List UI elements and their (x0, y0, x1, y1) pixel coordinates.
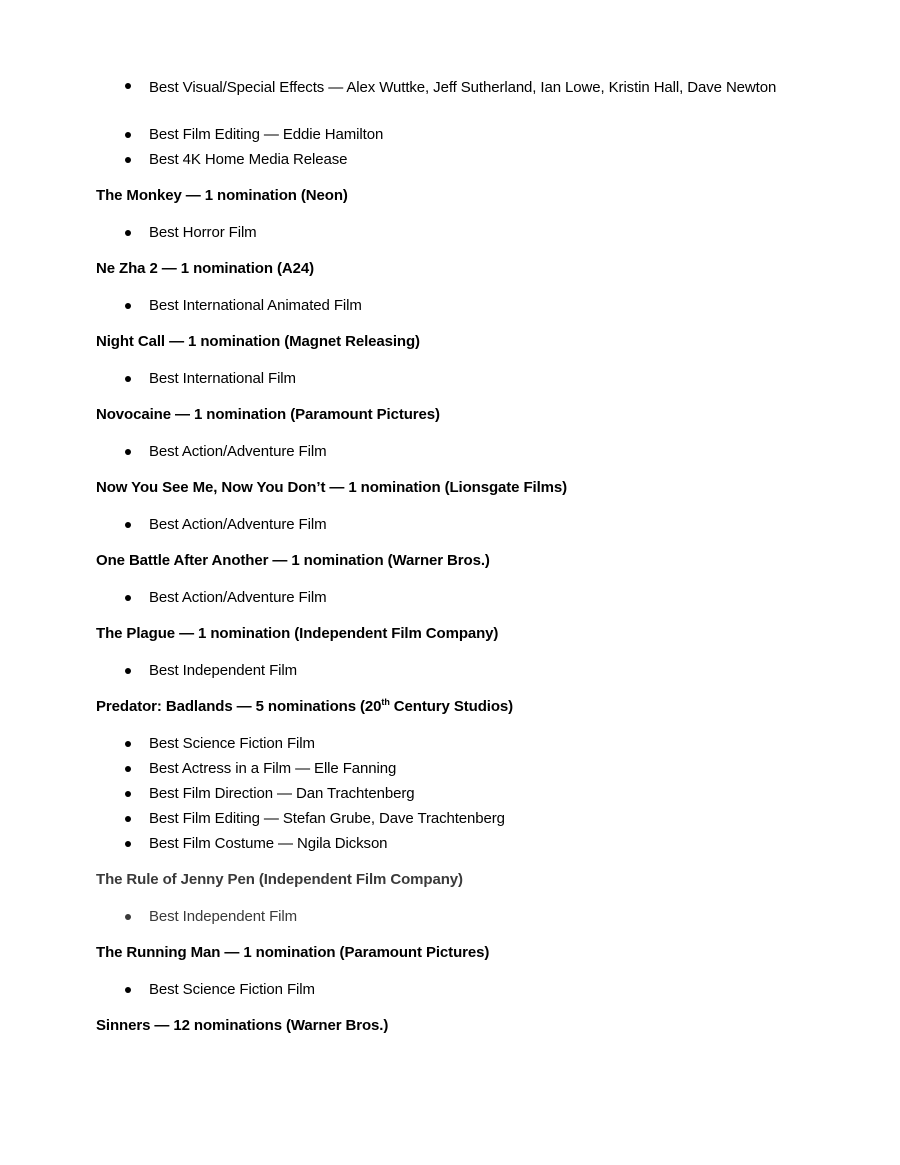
film-heading: Predator: Badlands — 5 nominations (20th Century Studios) (96, 697, 514, 715)
film-heading: The Monkey — 1 nomination (Neon) (96, 187, 348, 204)
film-heading: The Running Man — 1 nomination (Paramount Pictures) (96, 944, 490, 961)
film-heading: Sinners — 12 nominations (Warner Bros.) (96, 1017, 389, 1034)
film-heading: Night Call — 1 nomination (Magnet Releasing) (96, 333, 420, 350)
film-heading: Novocaine — 1 nomination (Paramount Pictures) (96, 406, 440, 423)
film-heading: Now You See Me, Now You Don’t — 1 nomination (Lionsgate Films) (96, 479, 568, 496)
document-page: Best Visual/Special Effects — Alex Wuttke, Jeff Sutherland, Ian Lowe, Kristin Hall, Dave Newton Best Film Editing — Eddie Hamilton Best 4K Home Media Release The Monkey — 1 nomination (Neon) Best Horror Film Ne Zha 2 — 1 nomination (A24) Best International Animated Film Night Call — 1 nomination (Magnet Releasing) Best International Film Novocaine — 1 nomination (Paramount Pictures) Best Action/Adventure Film Now You See Me, Now You Don’t — 1 nomination (Lionsgate Films) Best Action/Adventure Film One Battle After Another — 1 nomination (Warner Bros.) Best Action/Adventure Film The Plague — 1 nomination (Independent Film Company) Best Independent Film Predator: Badlands — 5 nominations (20th Century Studios) Best Science Fiction Film Best Actress in a Film — Elle Fanning Best Film Direction — Dan Trachtenberg Best Film Editing — Stefan Grube, Dave Trachtenberg Best Film Costume — Ngila Dickson The Rule of Jenny Pen (Independent Film Company) Best Independent Film The Running Man — 1 nomination (Paramount Pictures) Best Science Fiction Film Sinners — 12 nominations (Warner Bros.) (96, 79, 777, 1034)
film-heading: One Battle After Another — 1 nomination (Warner Bros.) (96, 552, 490, 569)
film-heading: The Rule of Jenny Pen (Independent Film Company) (96, 871, 463, 888)
film-heading: Ne Zha 2 — 1 nomination (A24) (96, 260, 314, 277)
film-heading: The Plague — 1 nomination (Independent Film Company) (96, 625, 499, 642)
